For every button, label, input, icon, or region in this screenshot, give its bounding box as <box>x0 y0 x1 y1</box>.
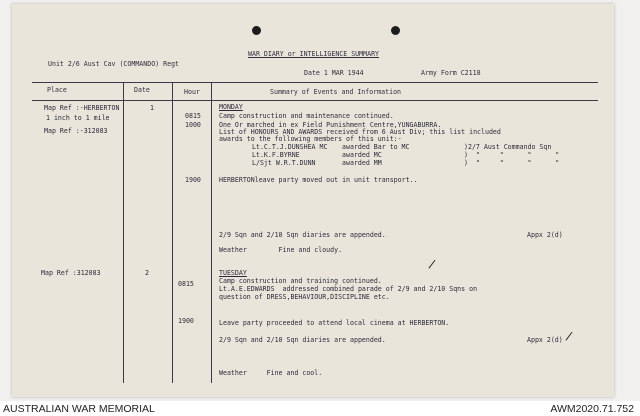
summary-line: One Or marched in ex Field Punishment Centre,YUNGABURRA. <box>219 121 442 129</box>
summary-line: question of DRESS,BEHAVIOUR,DISCIPLINE etc. <box>219 293 390 301</box>
punch-hole-left <box>252 26 261 35</box>
diary-date: Date 1 MAR 1944 <box>304 69 364 77</box>
day-heading-tuesday: TUESDAY <box>219 269 247 277</box>
footer-institution: AUSTRALIAN WAR MEMORIAL <box>3 403 155 415</box>
handwritten-tick: / <box>427 256 437 272</box>
col-date: Date <box>134 86 150 94</box>
diary-title: WAR DIARY or INTELLIGENCE SUMMARY <box>248 50 380 58</box>
unit-label: Unit 2/6 Aust Cav (COMMANDO) Regt <box>48 60 180 68</box>
weather-tuesday: Weather Fine and cool. <box>219 369 323 377</box>
map-ref-grid-2: Map Ref :312083 <box>41 269 101 277</box>
award-type: awarded Bar to MC <box>342 143 410 151</box>
separator-place <box>123 83 124 383</box>
footer-reference: AWM2020.71.752 <box>550 403 634 415</box>
date-1: 1 <box>150 104 154 112</box>
summary-line: 2/9 Sqn and 2/10 Sqn diaries are appended. <box>219 336 386 344</box>
award-name: Lt.C.T.J.DUNSHEA MC <box>252 143 328 151</box>
summary-line: List of HONOURS AND AWARDS received from 6 Aust Div; this list included <box>219 128 501 136</box>
col-place: Place <box>47 86 67 94</box>
summary-line: HERBERTONleave party moved out in unit transport.. <box>219 176 418 184</box>
col-summary: Summary of Events and Information <box>270 88 402 96</box>
summary-line: awards to the following members of this unit:- <box>219 135 402 143</box>
award-name: Lt.K.F.BYRNE <box>252 151 300 159</box>
hour-0815-tue: 0815 <box>178 280 194 288</box>
separator-date <box>172 83 173 383</box>
diary-page <box>12 4 614 397</box>
summary-line: Leave party proceeded to attend local cinema at HERBERTON. <box>219 319 450 327</box>
summary-line: Lt.A.E.EDWARDS addressed combined parade of 2/9 and 2/10 Sqns on <box>219 285 478 293</box>
award-unit: )2/7 Aust Commando Sqn <box>464 143 552 151</box>
col-hour: Hour <box>184 88 200 96</box>
award-unit: ) " " " " <box>464 159 560 167</box>
date-2: 2 <box>145 269 149 277</box>
separator-hour <box>211 83 212 383</box>
award-name: L/Sjt W.R.T.DUNN <box>252 159 316 167</box>
header-rule-top <box>32 82 598 83</box>
appendix-ref-2: Appx 2(d) <box>527 336 563 344</box>
summary-line: Camp construction and training continued. <box>219 277 382 285</box>
summary-line: 2/9 Sqn and 2/10 Sqn diaries are appended. <box>219 231 386 239</box>
map-ref-herberton: Map Ref :-HERBERTON <box>44 104 120 112</box>
award-unit: ) " " " " <box>464 151 560 159</box>
army-form: Army Form C2118 <box>421 69 481 77</box>
weather-monday: Weather Fine and cloudy. <box>219 246 343 254</box>
appendix-ref-1: Appx 2(d) <box>527 231 563 239</box>
award-type: awarded MM <box>342 159 382 167</box>
award-type: awarded MC <box>342 151 382 159</box>
hour-0815-mon: 0815 <box>185 112 201 120</box>
hour-1000: 1000 <box>185 121 201 129</box>
header-rule-bottom <box>32 100 598 101</box>
footer-bar <box>0 401 640 416</box>
summary-line: Camp construction and maintenance continued. <box>219 112 394 120</box>
day-heading-monday: MONDAY <box>219 103 243 111</box>
map-scale: 1 inch to 1 mile <box>46 114 110 122</box>
map-ref-grid-1: Map Ref :-312083 <box>44 127 108 135</box>
handwritten-tick: / <box>564 328 574 344</box>
hour-1900-mon: 1900 <box>185 176 201 184</box>
hour-1900-tue: 1900 <box>178 317 194 325</box>
punch-hole-right <box>391 26 400 35</box>
